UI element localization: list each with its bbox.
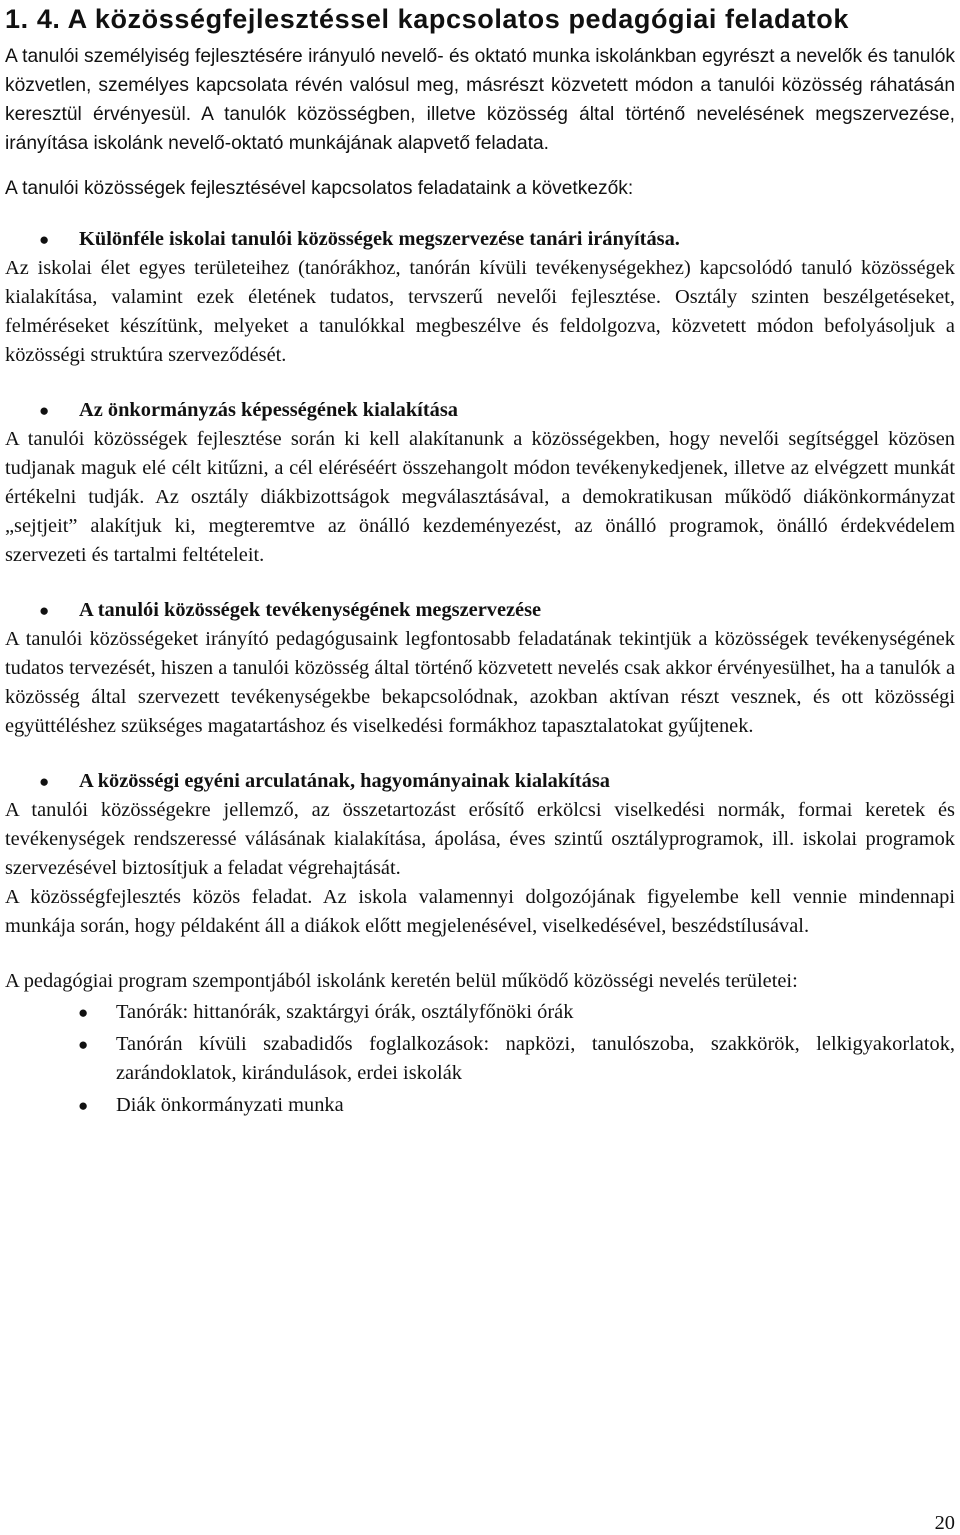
program-area-list (5, 998, 955, 1120)
bullet-icon: ● (78, 1096, 89, 1115)
bullet-icon: ● (78, 1003, 89, 1022)
bullet-icon: ● (39, 401, 50, 420)
section-paragraph: Az iskolai élet egyes területeihez (tanórákhoz, tanórán kívüli tevékenységekhez) kapcsolódó tanuló közösségek kialakítása, valamint ezek életének tudatos, tervszerű nevelői fejlesztése. Osztály szinten beszélgetéseket, felméréseket készítünk, melyeket a tanulókkal megbeszélve és feldolgozva, közvetett módon befolyásoljuk a közösségi struktúra szerveződését. (5, 257, 955, 366)
section-activity-organization (5, 596, 955, 741)
section-heading: 1. 4. A közösségfejlesztéssel kapcsolatos pedagógiai feladatok (5, 4, 849, 34)
bullet-heading (5, 225, 955, 254)
bullet-icon: ● (39, 230, 50, 249)
bullet-heading (5, 396, 955, 425)
list-item (5, 1030, 955, 1088)
section-paragraph: A tanulói közösségek fejlesztése során ki kell alakítanunk a közösségekben, hogy nevelői segítséggel közösen tudjanak maguk elé célt kitűzni, a cél eléréséért összehangolt módon tevékenykedjenek, illetve az elvégzett munkát értékelni tudják. Az osztály diákbizottságok megválasztásával, a demokratikusan működő diákönkormányzat „sejtjeit” alakítjuk ki, megteremtve az önálló kezdeményezést, az önálló programok, önálló érdekvédelem szervezeti és tartalmi feltételeit. (5, 428, 955, 566)
bullet-heading (5, 596, 955, 625)
section-community-organization (5, 225, 955, 370)
intro-paragraph: A tanulói személyiség fejlesztésére irányuló nevelő- és oktató munka iskolánkban egyrészt a nevelők és tanulók közvetlen, személyes kapcsolata révén valósul meg, másrészt közvetett módon a tanulói közösség ráhatásán keresztül érvényesül. A tanulók közösségben, illetve közösség által történő nevelésének megszervezése, irányítása iskolánk nevelő-oktató munkájának alapvető feladata. (5, 46, 955, 154)
section-paragraph: A közösségfejlesztés közös feladat. Az iskola valamennyi dolgozójának figyelembe kell vennie mindennapi munkája során, hogy példaként áll a diákok előtt megjelenésével, viselkedésével, beszédstílusával. (5, 886, 955, 937)
section-program-areas (5, 967, 955, 1120)
bullet-icon: ● (78, 1035, 89, 1054)
bullet-heading-text: A tanulói közösségek tevékenységének megszervezése (79, 599, 542, 621)
bullet-heading-text: A közösségi egyéni arculatának, hagyományainak kialakítása (79, 770, 610, 792)
list-item (5, 1091, 955, 1120)
bullet-icon: ● (39, 772, 50, 791)
bullet-heading-text: Különféle iskolai tanulói közösségek megszervezése tanári irányítása. (79, 228, 680, 250)
list-item-text: Diák önkormányzati munka (116, 1094, 344, 1116)
bullet-icon: ● (39, 601, 50, 620)
section-self-government (5, 396, 955, 570)
section-traditions (5, 767, 955, 941)
bullet-heading (5, 767, 955, 796)
section-paragraph: A tanulói közösségekre jellemző, az összetartozást erősítő erkölcsi viselkedési normák, formai keretek és tevékenységek rendszeressé válásának kialakítása, ápolása, éves szintű osztályprogramok, ill. iskolai programok szervezésével biztosítjuk a feladat végrehajtását. (5, 799, 955, 879)
list-item-text: Tanórák: hittanórák, szaktárgyi órák, osztályfőnöki órák (116, 1001, 574, 1023)
program-intro: A pedagógiai program szempontjából iskolánk keretén belül működő közösségi nevelés területei: (5, 970, 798, 992)
list-item-text: Tanórán kívüli szabadidős foglalkozások: napközi, tanulószoba, szakkörök, lelkigyakorlatok, zarándoklatok, kirándulások, erdei iskolák (116, 1033, 955, 1084)
section-paragraph: A tanulói közösségeket irányító pedagógusaink legfontosabb feladatának tekintjük a közösségek tevékenységének tudatos tervezését, hiszen a tanulói közösség által történő közvetett nevelés csak akkor érvényesülhet, ha a tanulók a közösség által szervezett tevékenységekbe bekapcsolódnak, azokban aktívan részt vesznek, és ott közösségi együttéléshez szükséges magatartáshoz és viselkedési formákhoz tapasztalatokat gyűjtenek. (5, 628, 955, 737)
bullet-heading-text: Az önkormányzás képességének kialakítása (79, 399, 458, 421)
lead-paragraph: A tanulói közösségek fejlesztésével kapcsolatos feladataink a következők: (5, 178, 634, 199)
page-number: 20 (934, 1512, 955, 1534)
document-page (5, 0, 955, 1123)
list-item (5, 998, 955, 1027)
